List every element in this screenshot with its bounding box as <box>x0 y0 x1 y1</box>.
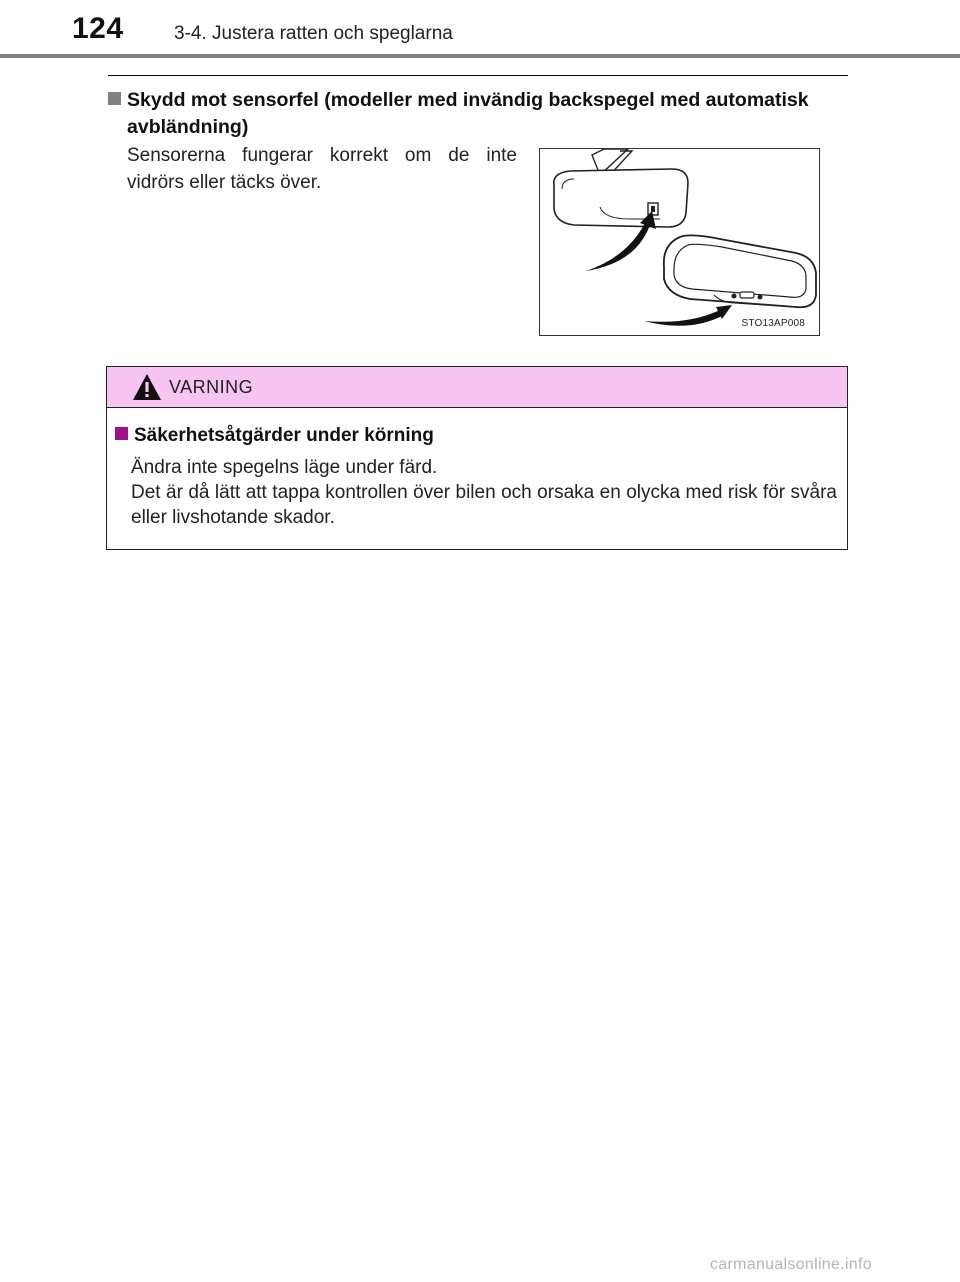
figure-code: STO13AP008 <box>741 318 805 329</box>
warning-heading <box>115 425 434 447</box>
page-number: 124 <box>72 12 124 45</box>
warning-line1: Ändra inte spegelns läge under färd. <box>131 457 438 478</box>
section-title: 3-4. Justera ratten och speglarna <box>174 23 453 44</box>
bullet-square-icon <box>115 427 128 440</box>
warning-heading-text: Säkerhetsåtgärder under körning <box>134 425 434 446</box>
warning-box <box>106 366 848 550</box>
warning-triangle-icon <box>132 373 162 401</box>
section-heading <box>108 87 848 141</box>
watermark: carmanualsonline.info <box>710 1256 872 1273</box>
section-body: Sensorerna fungerar korrekt om de inte vidrörs eller täcks över. <box>127 145 517 193</box>
warning-label: VARNING <box>169 377 254 397</box>
section-heading-line2: avbländning) <box>127 116 249 138</box>
warning-body <box>131 455 837 530</box>
rearview-mirror-illustration <box>540 149 821 337</box>
warning-line2: Det är då lätt att tappa kontrollen över bilen och orsaka en olycka med risk för svåra eller livshotande skador. <box>131 482 837 528</box>
warning-header <box>107 367 847 408</box>
section-heading-line1: Skydd mot sensorfel (modeller med invändig backspegel med automatisk <box>127 89 809 111</box>
page-header <box>0 0 960 60</box>
section-divider <box>108 75 848 76</box>
bullet-square-icon <box>108 92 121 105</box>
mirror-figure <box>539 148 820 336</box>
header-divider <box>0 54 960 58</box>
